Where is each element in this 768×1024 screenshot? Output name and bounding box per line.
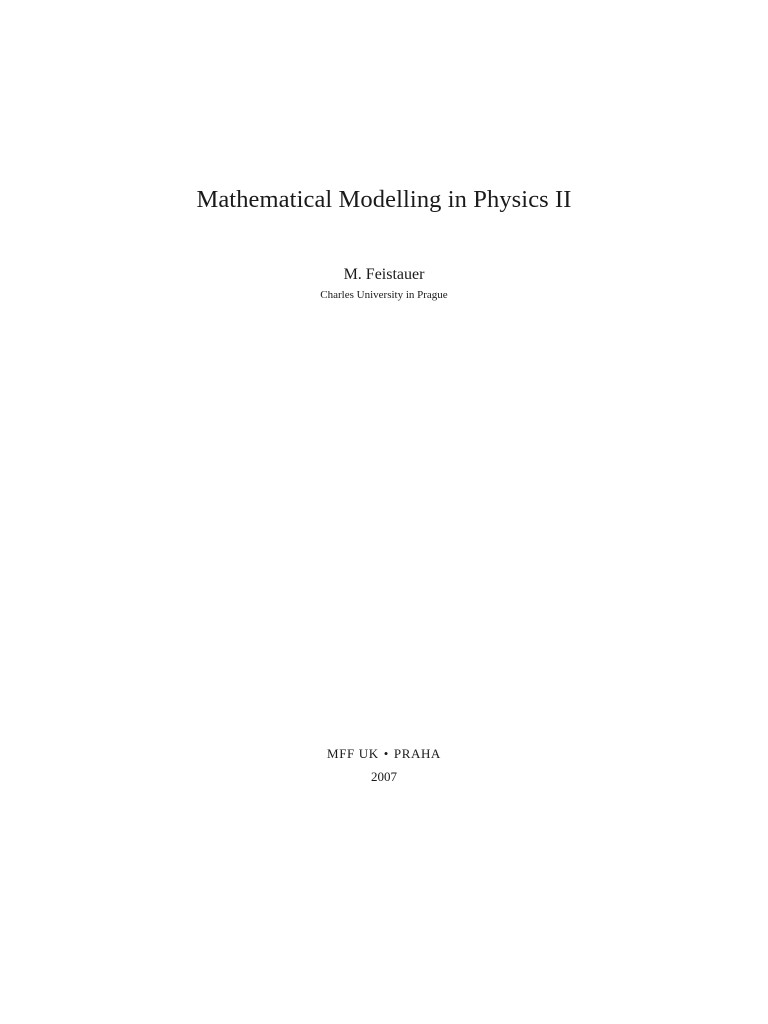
bullet-separator: • (383, 746, 389, 761)
publication-year: 2007 (371, 769, 397, 784)
publisher-line (0, 745, 768, 763)
publisher-name: MFF UK (327, 746, 379, 761)
author-name: M. Feistauer (343, 266, 425, 283)
author-affiliation: Charles University in Prague (320, 289, 448, 301)
publisher-city: PRAHA (393, 746, 441, 761)
document-title: Mathematical Modelling in Physics II (196, 186, 572, 213)
